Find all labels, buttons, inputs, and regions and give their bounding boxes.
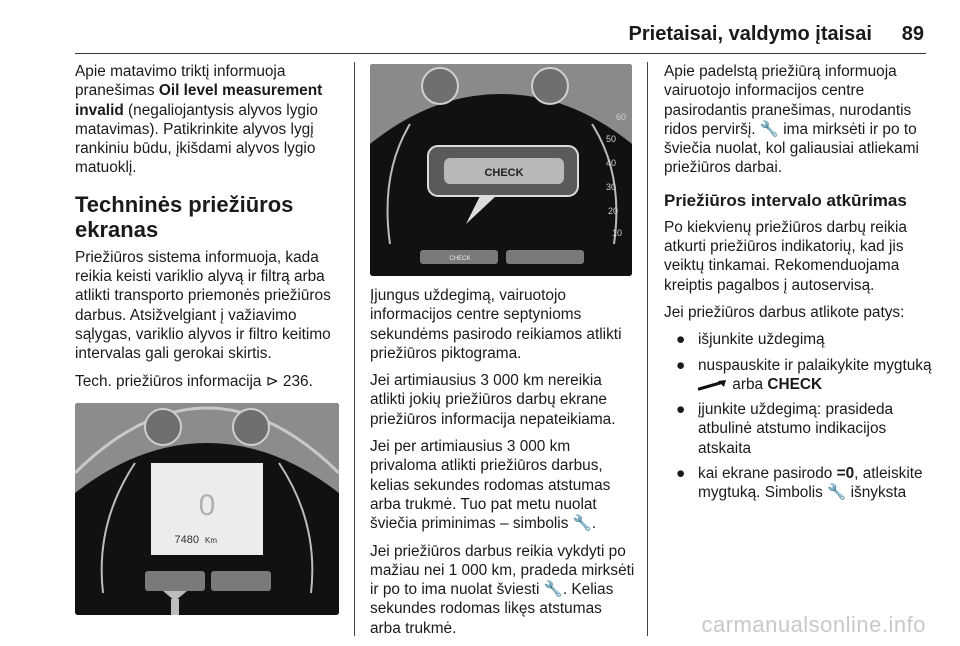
list-item: ● įjunkite uždegimą: prasideda atbulinė atstumo indikacijos atskaita xyxy=(676,401,894,457)
wrench-icon: 🔧 xyxy=(543,581,563,599)
list-item: ● kai ekrane pasirodo =0, atleiskite mygtuką. Simbolis 🔧 išnyksta xyxy=(676,465,923,502)
watermark: carmanualsonline.info xyxy=(701,612,926,637)
column-divider-2 xyxy=(647,62,648,636)
wrench-icon: 🔧 xyxy=(572,515,592,533)
list-item: ● nuspauskite ir palaikykite mygtuką arba CHECK xyxy=(676,356,932,393)
svg-text:10: 10 xyxy=(612,228,623,238)
temp-gauge-icon xyxy=(532,68,568,104)
no-service-paragraph: Jei artimiausius 3 000 km nereikia atlikti jokių priežiūros darbų ekrane priežiūros informacija nepateikiama. xyxy=(370,372,616,428)
svg-text:40: 40 xyxy=(606,158,617,168)
reset-heading: Priežiūros intervalo atkūrimas xyxy=(664,190,907,210)
bullet-icon: ● xyxy=(676,331,686,349)
reset-steps-list xyxy=(664,330,934,502)
column-2 xyxy=(370,62,636,646)
fuel-gauge-icon xyxy=(422,68,458,104)
bullet-icon: ● xyxy=(676,465,686,483)
column-1 xyxy=(75,62,345,625)
ignition-paragraph: Įjungus uždegimą, vairuotojo informacijos centre septynioms sekundėms pasirodo reikiamos atlikti priežiūros piktograma. xyxy=(370,287,622,362)
cluster-check-figure xyxy=(370,64,632,276)
bullet-icon: ● xyxy=(676,356,686,374)
service-urgent-paragraph: Jei priežiūros darbus reikia vykdyti po mažiau nei 1 000 km, pradeda mirksėti ir po to ima nuolat šviesti 🔧. Kelias sekundes rodomas likęs atstumas arba trukmė. xyxy=(370,542,635,637)
reset-paragraph: Po kiekvienų priežiūros darbų reikia atkurti priežiūros indikatorių, kad jis veiktų tinkamai. Rekomenduojama kreiptis pagalbos į autoservisą. xyxy=(664,218,907,294)
check-button-label: CHECK xyxy=(767,375,823,393)
temp-gauge-icon xyxy=(233,409,269,445)
odometer-unit: Km xyxy=(205,535,217,545)
oil-level-paragraph: Apie matavimo triktį informuoja pranešimas Oil level measurement invalid (negaliojantysis alyvos lygio matavimas). Patikrinkite alyvos lygį rankiniu būdu, įkišdami alyvos lygio matuoklį. xyxy=(75,63,323,177)
speed-readout: 0 xyxy=(198,488,216,522)
column-divider-1 xyxy=(354,62,355,636)
page-title: Prietaisai, valdymo įtaisai xyxy=(628,23,872,45)
stalk-button-icon xyxy=(698,379,728,391)
page-ref-arrow-icon: ⊳ xyxy=(265,372,279,390)
oil-level-message: Oil level measurement invalid xyxy=(75,82,323,119)
svg-text:20: 20 xyxy=(608,206,619,216)
zero-readout: =0 xyxy=(836,465,855,483)
wrench-icon: 🔧 xyxy=(827,484,847,502)
service-info-reference: Tech. priežiūros informacija ⊳ 236. xyxy=(75,372,313,390)
svg-text:30: 30 xyxy=(606,182,617,192)
odometer-readout: 7480 xyxy=(174,533,199,546)
fuel-gauge-icon xyxy=(145,409,181,445)
check-small-label: CHECK xyxy=(449,256,471,262)
bullet-icon: ● xyxy=(676,401,686,419)
wrench-icon: 🔧 xyxy=(759,120,779,138)
overdue-paragraph: Apie padelstą priežiūrą informuoja vairuotojo informacijos centre pasirodantis pranešimas, nurodantis ridos perviršį. 🔧 ima mirksėti ir po to šviečia nuolat, kol galiausiai atliekami priežiūros darbai. xyxy=(664,63,919,177)
svg-text:50: 50 xyxy=(606,134,617,144)
diy-paragraph: Jei priežiūros darbus atlikote patys: xyxy=(664,303,905,321)
check-label: CHECK xyxy=(484,167,524,179)
page-header xyxy=(0,0,960,56)
service-due-paragraph: Jei per artimiausius 3 000 km privaloma atlikti priežiūros darbus, kelias sekundes rodomas atstumas arba trukmė. Tuo pat metu nuolat šviečia priminimas – simbolis 🔧. xyxy=(370,438,611,533)
column-3 xyxy=(664,62,934,509)
header-rule xyxy=(75,53,926,54)
service-display-heading: Techninės priežiūros ekranas xyxy=(75,191,294,242)
service-system-paragraph: Priežiūros sistema informuoja, kada reikia keisti variklio alyvą ir filtrą arba atlikti transporto priemonės priežiūros darbus. Atsižvelgiant į važiavimo sąlygas, variklio alyvos ir filtro keitimo intervalas gali gerokai skirtis. xyxy=(75,248,331,363)
svg-text:60: 60 xyxy=(616,112,627,122)
list-item: ● išjunkite uždegimą xyxy=(676,331,825,349)
cluster-odometer-figure xyxy=(75,403,339,615)
page-number: 89 xyxy=(901,23,924,45)
